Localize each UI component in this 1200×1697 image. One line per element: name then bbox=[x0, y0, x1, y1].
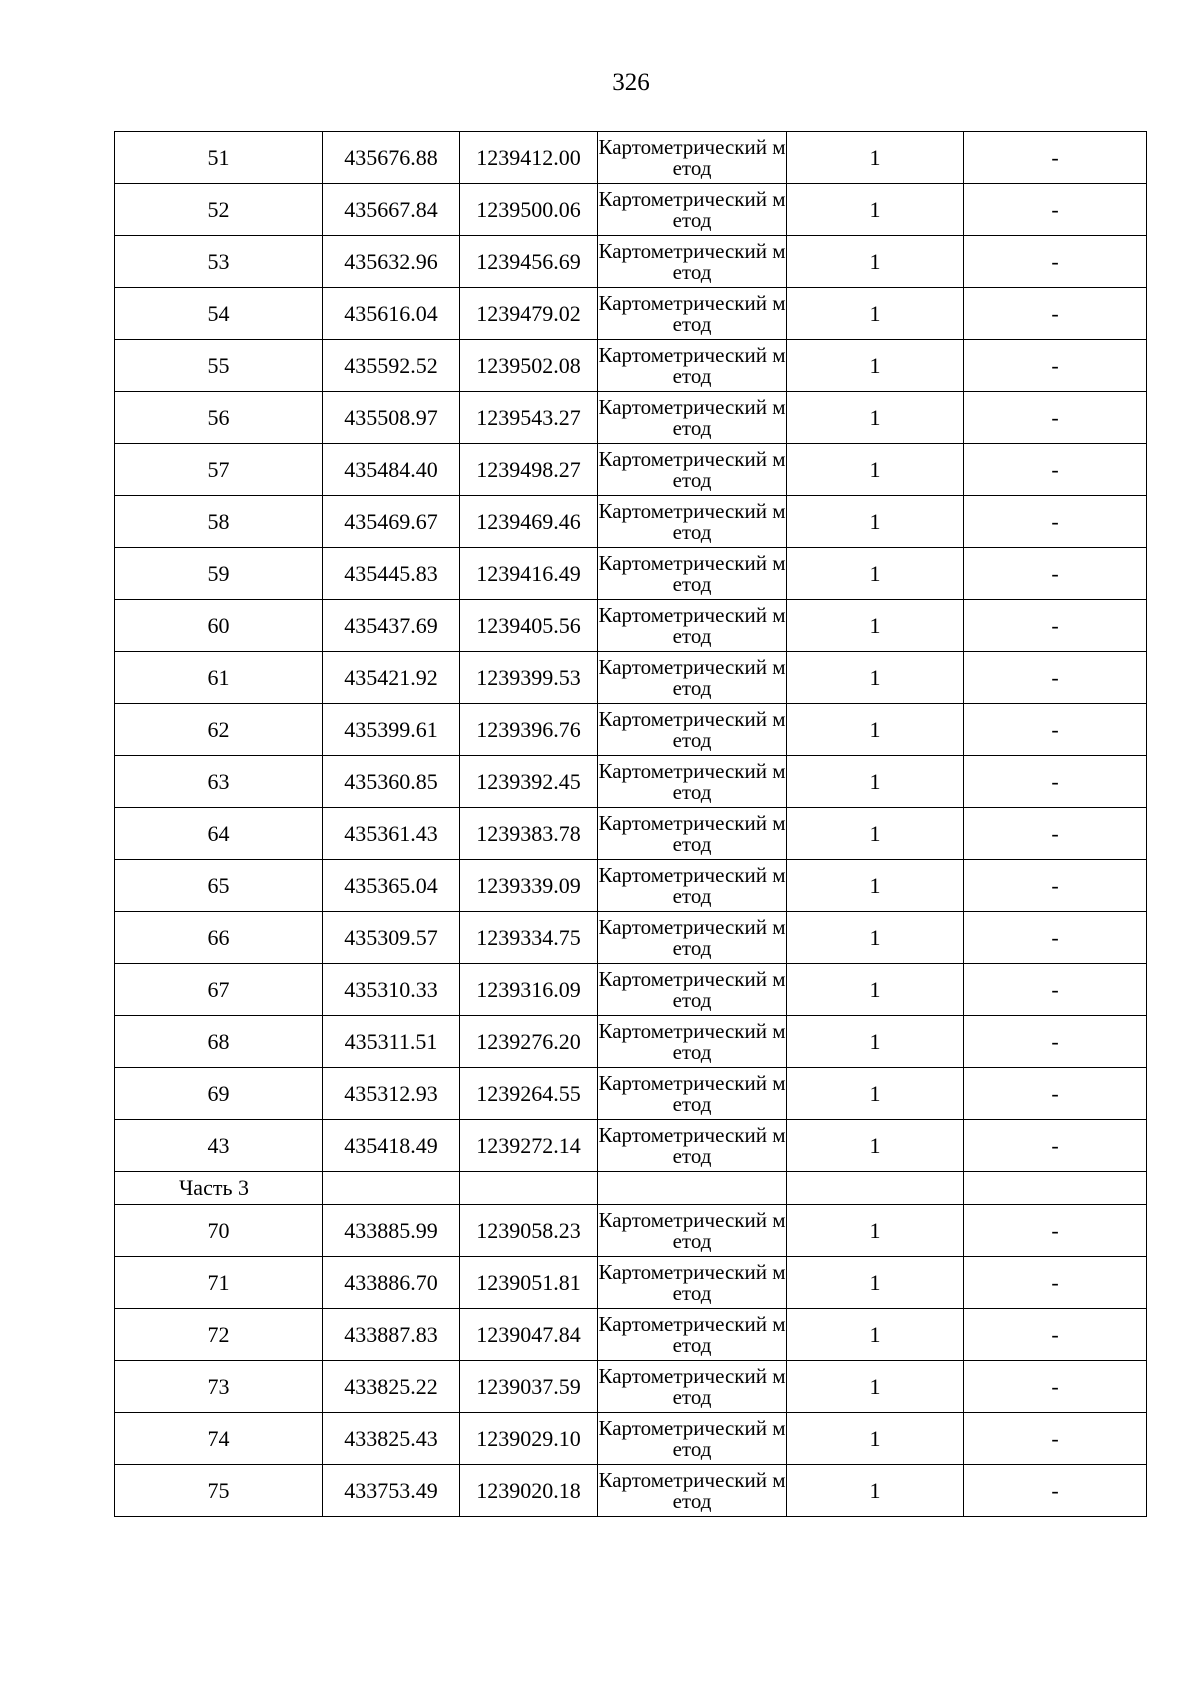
note-cell: - bbox=[964, 132, 1147, 184]
x-coordinate-cell: 435676.88 bbox=[323, 132, 460, 184]
y-coordinate-cell: 1239058.23 bbox=[460, 1205, 598, 1257]
accuracy-cell: 1 bbox=[787, 288, 964, 340]
point-number-cell: 72 bbox=[115, 1309, 323, 1361]
empty-cell bbox=[964, 1172, 1147, 1205]
accuracy-cell: 1 bbox=[787, 236, 964, 288]
point-number-cell: 55 bbox=[115, 340, 323, 392]
table-row bbox=[115, 1016, 1147, 1068]
table-row bbox=[115, 1120, 1147, 1172]
note-cell: - bbox=[964, 1205, 1147, 1257]
table-row bbox=[115, 548, 1147, 600]
accuracy-cell: 1 bbox=[787, 808, 964, 860]
method-cell: Картометрический метод bbox=[598, 600, 787, 652]
note-cell: - bbox=[964, 548, 1147, 600]
y-coordinate-cell: 1239272.14 bbox=[460, 1120, 598, 1172]
accuracy-cell: 1 bbox=[787, 1257, 964, 1309]
y-coordinate-cell: 1239037.59 bbox=[460, 1361, 598, 1413]
y-coordinate-cell: 1239500.06 bbox=[460, 184, 598, 236]
accuracy-cell: 1 bbox=[787, 340, 964, 392]
method-cell: Картометрический метод bbox=[598, 1205, 787, 1257]
note-cell: - bbox=[964, 392, 1147, 444]
table-row bbox=[115, 1257, 1147, 1309]
note-cell: - bbox=[964, 808, 1147, 860]
x-coordinate-cell: 433886.70 bbox=[323, 1257, 460, 1309]
y-coordinate-cell: 1239416.49 bbox=[460, 548, 598, 600]
table-row bbox=[115, 444, 1147, 496]
accuracy-cell: 1 bbox=[787, 444, 964, 496]
method-cell: Картометрический метод bbox=[598, 704, 787, 756]
note-cell: - bbox=[964, 652, 1147, 704]
note-cell: - bbox=[964, 1068, 1147, 1120]
table-row bbox=[115, 860, 1147, 912]
x-coordinate-cell: 435632.96 bbox=[323, 236, 460, 288]
table-row bbox=[115, 1361, 1147, 1413]
point-number-cell: 70 bbox=[115, 1205, 323, 1257]
y-coordinate-cell: 1239020.18 bbox=[460, 1465, 598, 1517]
accuracy-cell: 1 bbox=[787, 964, 964, 1016]
point-number-cell: 71 bbox=[115, 1257, 323, 1309]
x-coordinate-cell: 433825.22 bbox=[323, 1361, 460, 1413]
y-coordinate-cell: 1239456.69 bbox=[460, 236, 598, 288]
y-coordinate-cell: 1239316.09 bbox=[460, 964, 598, 1016]
note-cell: - bbox=[964, 288, 1147, 340]
accuracy-cell: 1 bbox=[787, 392, 964, 444]
note-cell: - bbox=[964, 184, 1147, 236]
y-coordinate-cell: 1239543.27 bbox=[460, 392, 598, 444]
coordinates-table-body bbox=[115, 132, 1147, 1517]
method-cell: Картометрический метод bbox=[598, 1068, 787, 1120]
x-coordinate-cell: 435445.83 bbox=[323, 548, 460, 600]
note-cell: - bbox=[964, 1465, 1147, 1517]
accuracy-cell: 1 bbox=[787, 1465, 964, 1517]
method-cell: Картометрический метод bbox=[598, 964, 787, 1016]
point-number-cell: 75 bbox=[115, 1465, 323, 1517]
x-coordinate-cell: 435469.67 bbox=[323, 496, 460, 548]
table-row bbox=[115, 704, 1147, 756]
table-row bbox=[115, 184, 1147, 236]
empty-cell bbox=[460, 1172, 598, 1205]
y-coordinate-cell: 1239029.10 bbox=[460, 1413, 598, 1465]
accuracy-cell: 1 bbox=[787, 1361, 964, 1413]
point-number-cell: 68 bbox=[115, 1016, 323, 1068]
y-coordinate-cell: 1239469.46 bbox=[460, 496, 598, 548]
table-row bbox=[115, 392, 1147, 444]
method-cell: Картометрический метод bbox=[598, 1465, 787, 1517]
method-cell: Картометрический метод bbox=[598, 652, 787, 704]
point-number-cell: 51 bbox=[115, 132, 323, 184]
method-cell: Картометрический метод bbox=[598, 340, 787, 392]
x-coordinate-cell: 435399.61 bbox=[323, 704, 460, 756]
point-number-cell: 65 bbox=[115, 860, 323, 912]
method-cell: Картометрический метод bbox=[598, 912, 787, 964]
x-coordinate-cell: 433887.83 bbox=[323, 1309, 460, 1361]
y-coordinate-cell: 1239392.45 bbox=[460, 756, 598, 808]
x-coordinate-cell: 435311.51 bbox=[323, 1016, 460, 1068]
y-coordinate-cell: 1239276.20 bbox=[460, 1016, 598, 1068]
note-cell: - bbox=[964, 704, 1147, 756]
note-cell: - bbox=[964, 1120, 1147, 1172]
table-row bbox=[115, 496, 1147, 548]
note-cell: - bbox=[964, 860, 1147, 912]
point-number-cell: 59 bbox=[115, 548, 323, 600]
table-row bbox=[115, 964, 1147, 1016]
point-number-cell: 57 bbox=[115, 444, 323, 496]
x-coordinate-cell: 435592.52 bbox=[323, 340, 460, 392]
page-number: 326 bbox=[612, 69, 650, 96]
y-coordinate-cell: 1239051.81 bbox=[460, 1257, 598, 1309]
accuracy-cell: 1 bbox=[787, 756, 964, 808]
point-number-cell: 61 bbox=[115, 652, 323, 704]
method-cell: Картометрический метод bbox=[598, 808, 787, 860]
x-coordinate-cell: 433885.99 bbox=[323, 1205, 460, 1257]
x-coordinate-cell: 435437.69 bbox=[323, 600, 460, 652]
method-cell: Картометрический метод bbox=[598, 1361, 787, 1413]
y-coordinate-cell: 1239264.55 bbox=[460, 1068, 598, 1120]
accuracy-cell: 1 bbox=[787, 1120, 964, 1172]
method-cell: Картометрический метод bbox=[598, 444, 787, 496]
x-coordinate-cell: 435484.40 bbox=[323, 444, 460, 496]
method-cell: Картометрический метод bbox=[598, 132, 787, 184]
point-number-cell: 43 bbox=[115, 1120, 323, 1172]
point-number-cell: 69 bbox=[115, 1068, 323, 1120]
point-number-cell: 56 bbox=[115, 392, 323, 444]
y-coordinate-cell: 1239047.84 bbox=[460, 1309, 598, 1361]
point-number-cell: 60 bbox=[115, 600, 323, 652]
accuracy-cell: 1 bbox=[787, 1413, 964, 1465]
method-cell: Картометрический метод bbox=[598, 392, 787, 444]
table-row bbox=[115, 808, 1147, 860]
note-cell: - bbox=[964, 1257, 1147, 1309]
y-coordinate-cell: 1239412.00 bbox=[460, 132, 598, 184]
table-row bbox=[115, 912, 1147, 964]
accuracy-cell: 1 bbox=[787, 860, 964, 912]
x-coordinate-cell: 435312.93 bbox=[323, 1068, 460, 1120]
method-cell: Картометрический метод bbox=[598, 1016, 787, 1068]
y-coordinate-cell: 1239498.27 bbox=[460, 444, 598, 496]
accuracy-cell: 1 bbox=[787, 132, 964, 184]
table-row bbox=[115, 600, 1147, 652]
point-number-cell: 52 bbox=[115, 184, 323, 236]
y-coordinate-cell: 1239334.75 bbox=[460, 912, 598, 964]
y-coordinate-cell: 1239502.08 bbox=[460, 340, 598, 392]
y-coordinate-cell: 1239405.56 bbox=[460, 600, 598, 652]
table-row bbox=[115, 1413, 1147, 1465]
x-coordinate-cell: 435667.84 bbox=[323, 184, 460, 236]
method-cell: Картометрический метод bbox=[598, 548, 787, 600]
note-cell: - bbox=[964, 236, 1147, 288]
point-number-cell: 63 bbox=[115, 756, 323, 808]
point-number-cell: 64 bbox=[115, 808, 323, 860]
section-label: Часть 3 bbox=[115, 1172, 323, 1205]
method-cell: Картометрический метод bbox=[598, 756, 787, 808]
note-cell: - bbox=[964, 340, 1147, 392]
note-cell: - bbox=[964, 964, 1147, 1016]
method-cell: Картометрический метод bbox=[598, 236, 787, 288]
x-coordinate-cell: 435421.92 bbox=[323, 652, 460, 704]
method-cell: Картометрический метод bbox=[598, 1309, 787, 1361]
accuracy-cell: 1 bbox=[787, 912, 964, 964]
note-cell: - bbox=[964, 496, 1147, 548]
table-row bbox=[115, 1205, 1147, 1257]
x-coordinate-cell: 433753.49 bbox=[323, 1465, 460, 1517]
y-coordinate-cell: 1239479.02 bbox=[460, 288, 598, 340]
accuracy-cell: 1 bbox=[787, 1309, 964, 1361]
y-coordinate-cell: 1239339.09 bbox=[460, 860, 598, 912]
empty-cell bbox=[598, 1172, 787, 1205]
accuracy-cell: 1 bbox=[787, 548, 964, 600]
method-cell: Картометрический метод bbox=[598, 1257, 787, 1309]
table-row bbox=[115, 236, 1147, 288]
accuracy-cell: 1 bbox=[787, 1205, 964, 1257]
y-coordinate-cell: 1239383.78 bbox=[460, 808, 598, 860]
empty-cell bbox=[323, 1172, 460, 1205]
note-cell: - bbox=[964, 1413, 1147, 1465]
table-row bbox=[115, 652, 1147, 704]
note-cell: - bbox=[964, 1309, 1147, 1361]
point-number-cell: 58 bbox=[115, 496, 323, 548]
point-number-cell: 67 bbox=[115, 964, 323, 1016]
table-row bbox=[115, 1465, 1147, 1517]
x-coordinate-cell: 435418.49 bbox=[323, 1120, 460, 1172]
accuracy-cell: 1 bbox=[787, 600, 964, 652]
table-row bbox=[115, 288, 1147, 340]
table-row bbox=[115, 1068, 1147, 1120]
point-number-cell: 73 bbox=[115, 1361, 323, 1413]
accuracy-cell: 1 bbox=[787, 704, 964, 756]
table-row bbox=[115, 1309, 1147, 1361]
point-number-cell: 66 bbox=[115, 912, 323, 964]
method-cell: Картометрический метод bbox=[598, 496, 787, 548]
x-coordinate-cell: 435616.04 bbox=[323, 288, 460, 340]
section-row bbox=[115, 1172, 1147, 1205]
accuracy-cell: 1 bbox=[787, 496, 964, 548]
y-coordinate-cell: 1239396.76 bbox=[460, 704, 598, 756]
accuracy-cell: 1 bbox=[787, 1068, 964, 1120]
x-coordinate-cell: 435361.43 bbox=[323, 808, 460, 860]
x-coordinate-cell: 435360.85 bbox=[323, 756, 460, 808]
table-row bbox=[115, 132, 1147, 184]
x-coordinate-cell: 435365.04 bbox=[323, 860, 460, 912]
point-number-cell: 62 bbox=[115, 704, 323, 756]
x-coordinate-cell: 433825.43 bbox=[323, 1413, 460, 1465]
empty-cell bbox=[787, 1172, 964, 1205]
y-coordinate-cell: 1239399.53 bbox=[460, 652, 598, 704]
x-coordinate-cell: 435508.97 bbox=[323, 392, 460, 444]
note-cell: - bbox=[964, 444, 1147, 496]
accuracy-cell: 1 bbox=[787, 184, 964, 236]
point-number-cell: 53 bbox=[115, 236, 323, 288]
coordinates-table bbox=[114, 131, 1147, 1517]
table-row bbox=[115, 756, 1147, 808]
x-coordinate-cell: 435310.33 bbox=[323, 964, 460, 1016]
method-cell: Картометрический метод bbox=[598, 860, 787, 912]
note-cell: - bbox=[964, 1361, 1147, 1413]
point-number-cell: 74 bbox=[115, 1413, 323, 1465]
note-cell: - bbox=[964, 756, 1147, 808]
x-coordinate-cell: 435309.57 bbox=[323, 912, 460, 964]
accuracy-cell: 1 bbox=[787, 652, 964, 704]
point-number-cell: 54 bbox=[115, 288, 323, 340]
method-cell: Картометрический метод bbox=[598, 184, 787, 236]
accuracy-cell: 1 bbox=[787, 1016, 964, 1068]
note-cell: - bbox=[964, 1016, 1147, 1068]
method-cell: Картометрический метод bbox=[598, 1120, 787, 1172]
note-cell: - bbox=[964, 600, 1147, 652]
method-cell: Картометрический метод bbox=[598, 1413, 787, 1465]
table-row bbox=[115, 340, 1147, 392]
method-cell: Картометрический метод bbox=[598, 288, 787, 340]
note-cell: - bbox=[964, 912, 1147, 964]
